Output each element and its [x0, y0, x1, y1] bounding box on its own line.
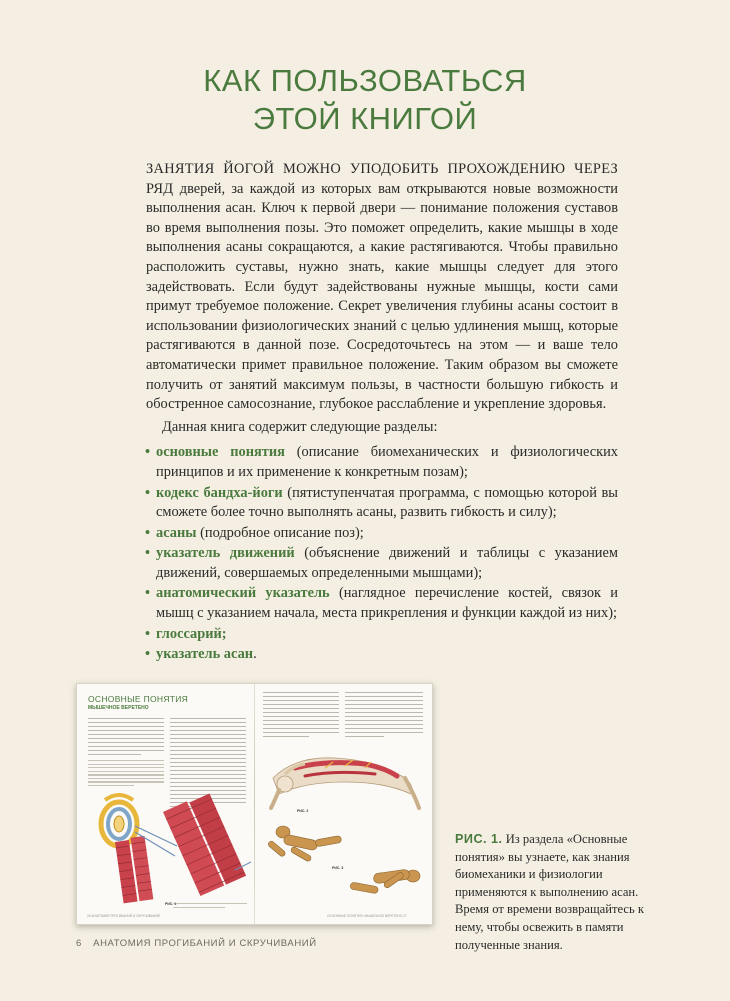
preview-subheading: МЫШЕЧНОЕ ВЕРЕТЕНО [88, 705, 149, 711]
muscle-spindle-illustration [85, 792, 253, 910]
preview-right-footer: ОСНОВНЫЕ ПОНЯТИЯ: МЫШЕЧНОЕ ВЕРЕТЕНО 27 [327, 914, 407, 918]
section-term: основные понятия [156, 444, 285, 461]
title-line-1: КАК ПОЛЬЗОВАТЬСЯ [203, 63, 527, 98]
figure-caption-label: РИС. 1. [455, 832, 503, 846]
section-desc: (объяснение движений и таблицы с указанием движений, совершаемых определенными мышцами); [156, 545, 619, 581]
intro-lead: ЗАНЯТИЯ ЙОГОЙ МОЖНО УПОДОБИТЬ ПРОХОЖДЕНИЮ ЧЕРЕЗ РЯД [146, 161, 618, 197]
list-item [146, 645, 618, 665]
page-footer [76, 938, 317, 949]
mannequin-figure-1 [263, 820, 353, 864]
intro-rest: дверей, за каждой из которых вам открываются новые возможности выполнения асан. Ключ к первой двери — понимание положения суставов во время выполнения позы. Это поможет определить, какие мышцы в ходе выполнения асаны сокращаются, а какие растягиваются. Чтобы правильно расположить суставы, нужно знать, какие мышцы следует для этого задействовать. Если будут задействованы нужные мышцы, кости сами примут требуемое положение. Секрет увеличения глубины асаны состоит в использовании физиологических знаний с целью удлинения мышц, которые растягиваются в данной позе. Сосредоточьтесь на этом — и ваше тело автоматически примет правильное положение. Таким образом вы сможете получить от занятий максимум пользы, в частности большую гибкость и обостренное самосознание, глубокое расслабление и укрепление здоровья. [146, 180, 618, 413]
mannequin-2-drawing [350, 869, 420, 894]
backbend-figure-drawing [271, 758, 419, 808]
section-term: кодекс бандха-йоги [156, 484, 283, 501]
section-term: глоссарий; [156, 625, 227, 642]
mannequin-1-drawing [267, 826, 342, 862]
preview-figure-caption [173, 903, 247, 910]
preview-text-column-1 [88, 718, 164, 758]
list-item [146, 443, 618, 482]
bullet-icon: • [145, 545, 151, 562]
running-title: АНАТОМИЯ ПРОГИБАНИЙ И СКРУЧИВАНИЙ [93, 938, 317, 949]
preview-fig3-label: РИС. 3 [332, 866, 344, 870]
section-desc: . [253, 646, 257, 663]
list-item [146, 625, 618, 645]
page-number: 6 [76, 938, 82, 949]
section-desc: (подробное описание поз); [196, 524, 364, 541]
figure-caption-text: Из раздела «Основные понятия» вы узнаете, как знания биомеханики и физиологии применяются к выполнению асан. Время от времени возвращайтесь к нему, чтобы освежить в памяти полученные знания. [455, 832, 644, 952]
page-title [0, 62, 730, 138]
section-desc: (наглядное перечисление костей, связок и мышц с указанием начала, места прикрепления и функции каждой из них); [156, 585, 619, 622]
list-item [146, 484, 618, 523]
section-desc: (пятиступенчатая программа, с помощью которой вы сможете более точно выполнять асаны, развить гибкость и силу); [156, 484, 618, 521]
preview-right-column-1 [263, 692, 339, 740]
bullet-icon: • [145, 646, 151, 663]
bullet-icon: • [145, 484, 151, 501]
section-term: асаны [156, 524, 197, 541]
anatomical-backbend-illustration [265, 738, 425, 810]
section-term: анатомический указатель [156, 585, 330, 602]
muscle-fibers-drawing [115, 792, 251, 903]
list-item [146, 584, 618, 623]
preview-heading: ОСНОВНЫЕ ПОНЯТИЯ [88, 694, 189, 704]
sections-list [146, 443, 618, 665]
sections-intro: Данная книга содержит следующие разделы: [162, 418, 438, 435]
list-item [146, 524, 618, 544]
bullet-icon: • [145, 444, 151, 461]
figure-caption [455, 831, 645, 954]
list-item [146, 544, 618, 583]
book-spread-figure [76, 683, 433, 925]
preview-left-footer: 26 АНАТОМИЯ ПРОГИБАНИЙ И СКРУЧИВАНИЙ [87, 914, 160, 918]
body-text [146, 160, 618, 666]
preview-caption-column-1 [88, 760, 164, 789]
spine-divider [254, 684, 255, 924]
section-term: указатель движений [156, 545, 295, 562]
bullet-icon: • [145, 625, 151, 642]
bullet-icon: • [145, 585, 151, 602]
bullet-icon: • [145, 524, 151, 541]
preview-fig1-label: РИС. 1 [165, 902, 177, 906]
preview-fig2-label: РИС. 2 [297, 809, 309, 813]
preview-right-column-2 [345, 692, 423, 740]
mannequin-figure-2 [343, 860, 427, 904]
section-term: указатель асан [156, 646, 254, 663]
section-desc: (описание биомеханических и физиологических принципов и их применение к конкретным позам); [156, 444, 618, 480]
title-line-2: ЭТОЙ КНИГОЙ [252, 101, 478, 136]
intro-paragraph [146, 160, 618, 415]
